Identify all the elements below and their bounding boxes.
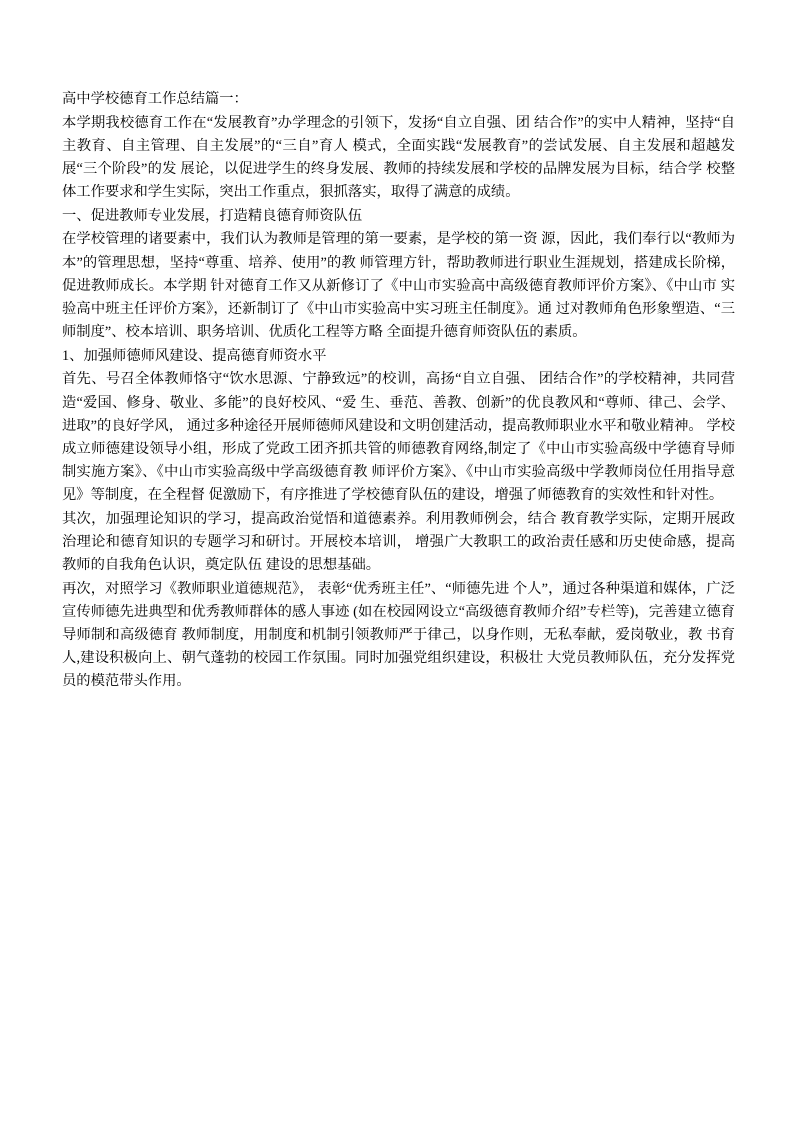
paragraph: 再次，对照学习《教师职业道德规范》， 表彰“优秀班主任”、“师德先进 个人”，通过各种渠道和媒体，广泛宣传师德先进典型和优秀教师群体的感人事迹 (如在校园网设立“高级德育教师介绍”专栏等)，完善建立德育导师制和高级德育 教师制度，用制度和机制引领教师严于律己，以身作则，无私奉献，爱岗敬业，教 书育人,建设积极向上、朝气蓬勃的校园工作氛围。同时加强党组织建设，积极壮 大党员教师队伍，充分发挥党员的模范带头作用。 <box>62 580 735 690</box>
paragraph: 在学校管理的诸要素中，我们认为教师是管理的第一要素，是学校的第一资 源，因此，我们奉行以“教师为本”的管理思想，坚持“尊重、培养、使用”的教 师管理方针，帮助教师进行职业生涯规划，搭建成长阶梯，促进教师成长。本学期 针对德育工作又从新修订了《中山市实验高中高级德育教师评价方案》、《中山市 实验高中班主任评价方案》，还新制订了《中山市实验高中实习班主任制度》。通 过对教师角色形象塑造、“三师制度”、校本培训、职务培训、优质化工程等方略 全面提升德育师资队伍的素质。 <box>62 231 735 341</box>
document-body <box>62 88 735 694</box>
document-title: 高中学校德育工作总结篇一： <box>62 91 248 107</box>
paragraph: 本学期我校德育工作在“发展教育”办学理念的引领下，发扬“自立自强、团 结合作”的实中人精神，坚持“自主教育、自主管理、自主发展”的“三自”育人 模式，全面实践“发展教育”的尝试发展、自主发展和超越发展“三个阶段”的发 展论，以促进学生的终身发展、教师的持续发展和学校的品牌发展为目标，结合学 校整体工作要求和学生实际，突出工作重点，狠抓落实，取得了满意的成绩。 <box>62 114 735 201</box>
subsection-heading: 1、加强师德师风建设、提高德育师资水平 <box>62 347 327 364</box>
paragraph: 其次，加强理论知识的学习，提高政治觉悟和道德素养。利用教师例会，结合 教育教学实际，定期开展政治理论和德育知识的专题学习和研讨。开展校本培训， 增强广大教职工的政治责任感和历史使命感，提高教师的自我角色认识，奠定队伍 建设的思想基础。 <box>62 510 735 574</box>
paragraph: 首先、号召全体教师恪守“饮水思源、宁静致远”的校训，高扬“自立自强、 团结合作”的学校精神，共同营造“爱国、修身、敬业、多能”的良好校风、“爱 生、垂范、善教、创新”的优良教风和“尊师、律己、会学、进取”的良好学风， 通过多种途径开展师德师风建设和文明创建活动，提高教师职业水平和敬业精神。 学校成立师德建设领导小组，形成了党政工团齐抓共管的师德教育网络,制定了《中山市实验高级中学德育导师制实施方案》、《中山市实验高级中学高级德育教 师评价方案》、《中山市实验高级中学教师岗位任用指导意见》等制度，在全程督 促激励下，有序推进了学校德育队伍的建设，增强了师德教育的实效性和针对性。 <box>62 371 735 504</box>
section-heading: 一、促进教师专业发展，打造精良德育师资队伍 <box>62 207 363 224</box>
